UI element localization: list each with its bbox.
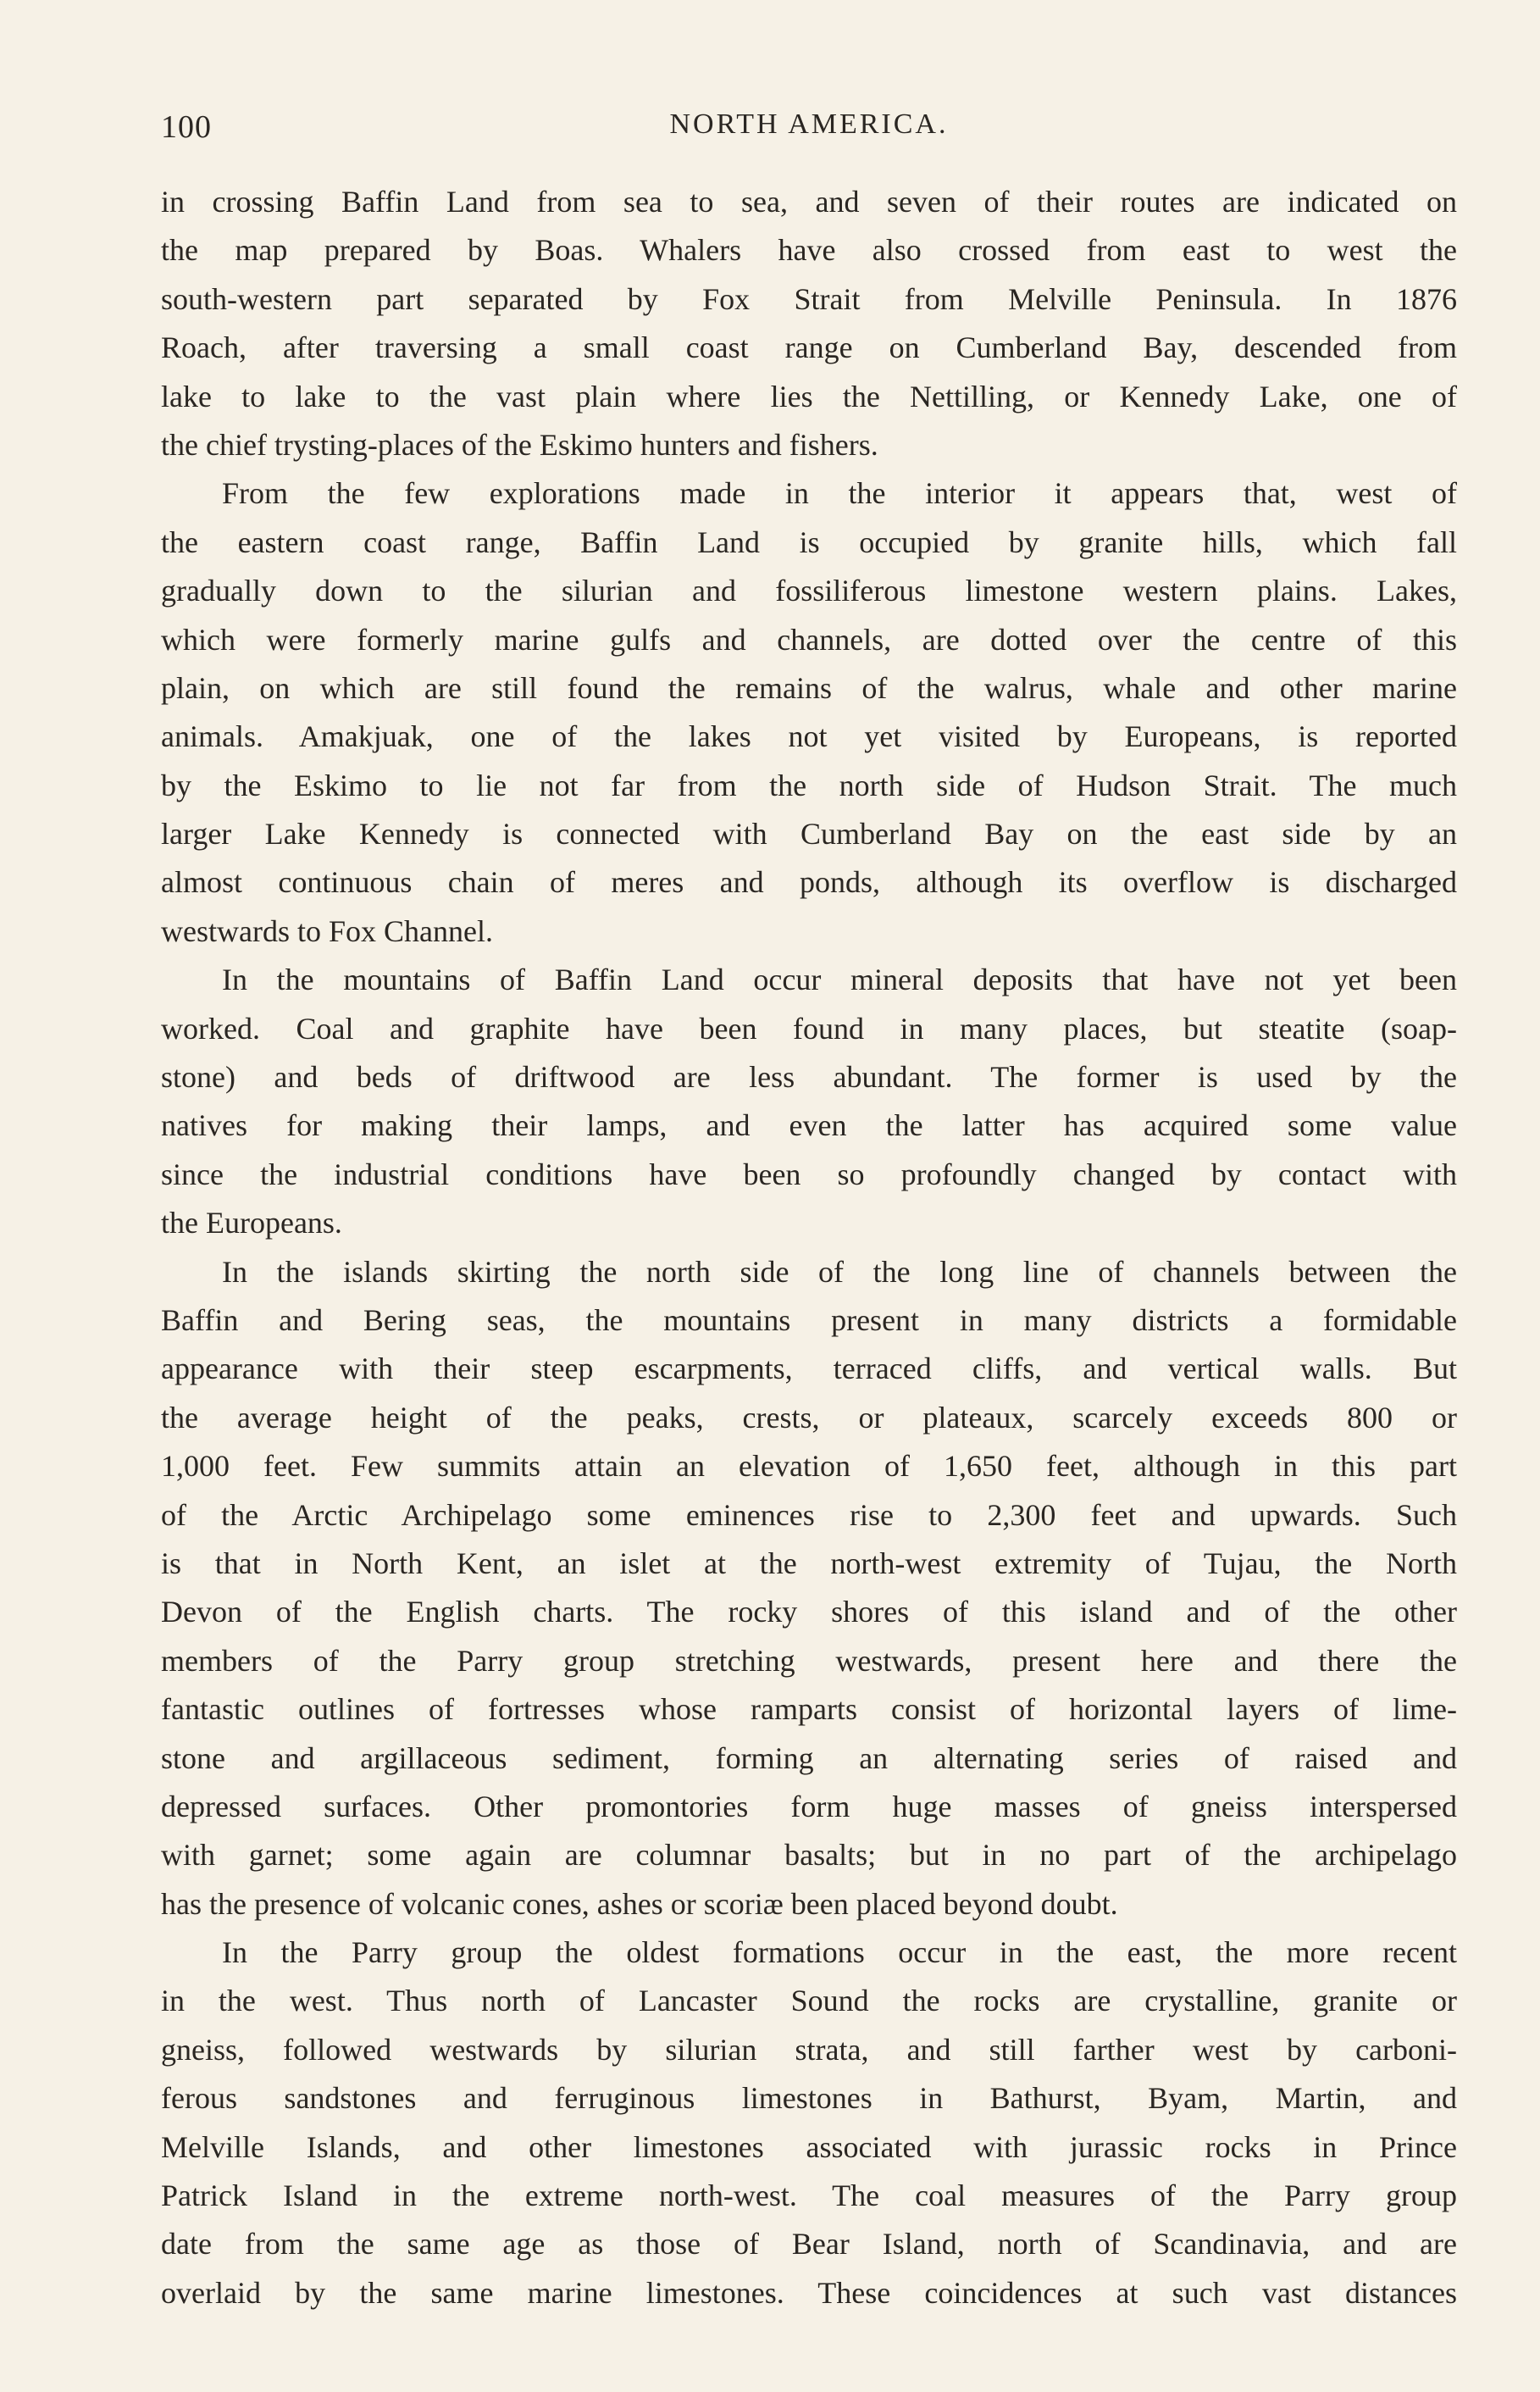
- paragraph: [161, 956, 1457, 1247]
- text-line: the eastern coast range, Baffin Land is occupied by granite hills, which fall: [161, 524, 1457, 559]
- text-line: worked. Coal and graphite have been found in many places, but steatite (soap-: [161, 1011, 1457, 1046]
- text-line: fantastic outlines of fortresses whose ramparts consist of horizontal layers of lime-: [161, 1692, 1457, 1727]
- text-line: appearance with their steep escarpments, terraced cliffs, and vertical walls. But: [161, 1351, 1457, 1386]
- paragraph: [161, 469, 1457, 956]
- text-line: the Europeans.: [161, 1206, 342, 1240]
- text-line: Baffin and Bering seas, the mountains present in many districts a formidable: [161, 1302, 1457, 1337]
- text-line: the map prepared by Boas. Whalers have also crossed from east to west the: [161, 233, 1457, 268]
- text-line: natives for making their lamps, and even the latter has acquired some value: [161, 1108, 1457, 1143]
- text-line: the chief trysting-places of the Eskimo hunters and fishers.: [161, 427, 878, 462]
- text-line: overlaid by the same marine limestones. These coincidences at such vast distances: [161, 2275, 1457, 2310]
- text-line: by the Eskimo to lie not far from the north side of Hudson Strait. The much: [161, 768, 1457, 802]
- text-line: the average height of the peaks, crests, or plateaux, scarcely exceeds 800 or: [161, 1400, 1457, 1435]
- text-line: larger Lake Kennedy is connected with Cumberland Bay on the east side by an: [161, 817, 1457, 852]
- text-line: south-western part separated by Fox Strait from Melville Peninsula. In 1876: [161, 281, 1457, 316]
- text-line: in the west. Thus north of Lancaster Sound the rocks are crystalline, granite or: [161, 1984, 1457, 2018]
- text-line: with garnet; some again are columnar basalts; but in no part of the archipelago: [161, 1838, 1457, 1873]
- body-text: [161, 178, 1457, 2317]
- text-line: members of the Parry group stretching westwards, present here and there the: [161, 1643, 1457, 1678]
- text-line: stone) and beds of driftwood are less abundant. The former is used by the: [161, 1060, 1457, 1095]
- paragraph: [161, 1248, 1457, 1929]
- text-line: depressed surfaces. Other promontories form huge masses of gneiss interspersed: [161, 1789, 1457, 1823]
- page-header: [161, 108, 1457, 151]
- running-title: NORTH AMERICA.: [669, 108, 949, 140]
- text-line: plain, on which are still found the remains of the walrus, whale and other marine: [161, 670, 1457, 705]
- text-line: In the Parry group the oldest formations occur in the east, the more recent: [222, 1935, 1457, 1970]
- text-line: From the few explorations made in the interior it appears that, west of: [222, 476, 1457, 511]
- text-line: Melville Islands, and other limestones associated with jurassic rocks in Prince: [161, 2129, 1457, 2164]
- text-line: lake to lake to the vast plain where lies the Nettilling, or Kennedy Lake, one of: [161, 379, 1457, 413]
- text-line: animals. Amakjuak, one of the lakes not yet visited by Europeans, is reported: [161, 719, 1457, 754]
- text-line: In the mountains of Baffin Land occur mineral deposits that have not yet been: [222, 963, 1457, 997]
- text-line: westwards to Fox Channel.: [161, 913, 493, 948]
- text-line: has the presence of volcanic cones, ashes or scoriæ been placed beyond doubt.: [161, 1886, 1118, 1921]
- text-line: Patrick Island in the extreme north-west. The coal measures of the Parry group: [161, 2178, 1457, 2213]
- text-line: in crossing Baffin Land from sea to sea, and seven of their routes are indicated on: [161, 185, 1457, 219]
- text-line: Devon of the English charts. The rocky shores of this island and of the other: [161, 1595, 1457, 1629]
- page-number: 100: [161, 109, 212, 145]
- text-line: since the industrial conditions have been so profoundly changed by contact with: [161, 1157, 1457, 1191]
- paragraph: [161, 1929, 1457, 2317]
- text-line: stone and argillaceous sediment, forming an alternating series of raised and: [161, 1740, 1457, 1775]
- text-line: ferous sandstones and ferruginous limestones in Bathurst, Byam, Martin, and: [161, 2081, 1457, 2116]
- text-line: Roach, after traversing a small coast range on Cumberland Bay, descended from: [161, 330, 1457, 365]
- text-line: In the islands skirting the north side of the long line of channels between the: [222, 1254, 1457, 1289]
- text-line: of the Arctic Archipelago some eminences rise to 2,300 feet and upwards. Such: [161, 1497, 1457, 1532]
- text-line: almost continuous chain of meres and ponds, although its overflow is discharged: [161, 865, 1457, 900]
- text-line: which were formerly marine gulfs and channels, are dotted over the centre of this: [161, 622, 1457, 657]
- text-line: gneiss, followed westwards by silurian strata, and still farther west by carboni-: [161, 2032, 1457, 2067]
- text-line: date from the same age as those of Bear Island, north of Scandinavia, and are: [161, 2227, 1457, 2262]
- text-line: 1,000 feet. Few summits attain an elevation of 1,650 feet, although in this part: [161, 1449, 1457, 1484]
- text-line: is that in North Kent, an islet at the north-west extremity of Tujau, the North: [161, 1546, 1457, 1580]
- paragraph: [161, 178, 1457, 469]
- text-line: gradually down to the silurian and fossiliferous limestone western plains. Lakes,: [161, 574, 1457, 608]
